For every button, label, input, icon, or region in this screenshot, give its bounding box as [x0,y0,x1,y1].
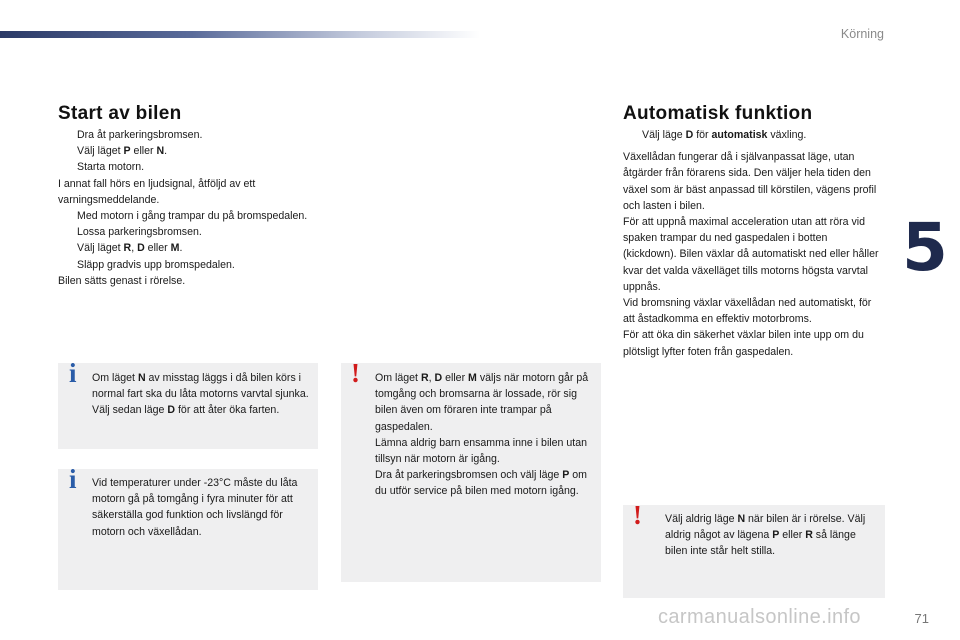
list-item: Dra åt parkeringsbromsen. [58,127,308,143]
warning-icon: ! [351,358,360,388]
warning-text: Välj aldrig läge N när bilen är i rörelse. Välj aldrig något av lägena P eller R så länge bilen inte står helt stilla. [665,513,866,558]
section-title-automatic: Automatisk funktion [623,103,813,124]
bullet-icon [58,224,77,240]
list-item: Starta motorn. [58,159,308,175]
info-box [58,358,318,449]
warning-box [623,500,885,598]
info-icon: i [69,464,77,494]
list-item: Välj läge D för automatisk växling. [623,127,881,143]
bullet-icon [58,208,77,224]
chapter-title: Körning [840,27,884,41]
warning-text: Om läget R, D eller M väljs när motorn går på tomgång och bromsarna är lossade, rör sig bilen även om föraren inte trampar på gaspedalen. Lämna aldrig barn ensamma inne i bilen utan tillsyn när motorn är igång. Dra åt parkeringsbromsen och välj läge P om du utför service på bilen med motorn igång. [375,372,589,498]
watermark: carmanualsonline.info [658,606,861,628]
chapter-number: 5 [902,209,948,286]
header-accent-bar [0,31,480,38]
bullet-icon [58,240,77,256]
paragraph: I annat fall hörs en ljudsignal, åtföljd av ett varningsmeddelande. [58,177,256,206]
bullet-icon [58,159,77,175]
list-item: Med motorn i gång trampar du på bromspedalen. [58,208,308,224]
info-icon: i [69,358,77,388]
start-instructions [58,127,308,289]
info-text: Vid temperaturer under -23°C måste du låta motorn gå på tomgång i fyra minuter för att säkerställa god funktion och livslängd för motorn och växellådan. [92,477,298,538]
page-number: 71 [914,611,929,626]
section-title-start: Start av bilen [58,103,182,124]
paragraph: Bilen sätts genast i rörelse. [58,274,186,287]
automatic-description [623,127,881,360]
paragraph: För att öka din säkerhet växlar bilen inte upp om du plötsligt lyfter foten från gaspedalen. [623,329,864,358]
bullet-icon [58,127,77,143]
info-box [58,464,318,590]
bullet-icon [623,127,642,143]
paragraph: Vid bromsning växlar växellådan ned automatiskt, för att åstadkomma en effektiv motorbroms. [623,297,872,326]
bullet-icon [58,143,77,159]
warning-box [341,358,601,582]
list-item: Släpp gradvis upp bromspedalen. [58,257,308,273]
warning-icon: ! [633,500,642,530]
list-item: Välj läget P eller N. [58,143,308,159]
bullet-icon [58,257,77,273]
list-item: Lossa parkeringsbromsen. [58,224,308,240]
info-text: Om läget N av misstag läggs i då bilen körs i normal fart ska du låta motorns varvtal sjunka. Välj sedan läge D för att åter öka farten. [92,372,309,417]
paragraph: För att uppnå maximal acceleration utan att röra vid spaken trampar du ned gaspedalen i botten (kickdown). Bilen växlar då automatiskt ned eller håller kvar det valda växelläget tills motorns högsta varvtal uppnås. [623,216,879,293]
list-item: Välj läget R, D eller M. [58,240,308,256]
paragraph: Växellådan fungerar då i självanpassat läge, utan åtgärder från förarens sida. Den väljer hela tiden den växel som är bäst anpassad till körstilen, vägens profil och lasten i bilen. [623,151,877,212]
